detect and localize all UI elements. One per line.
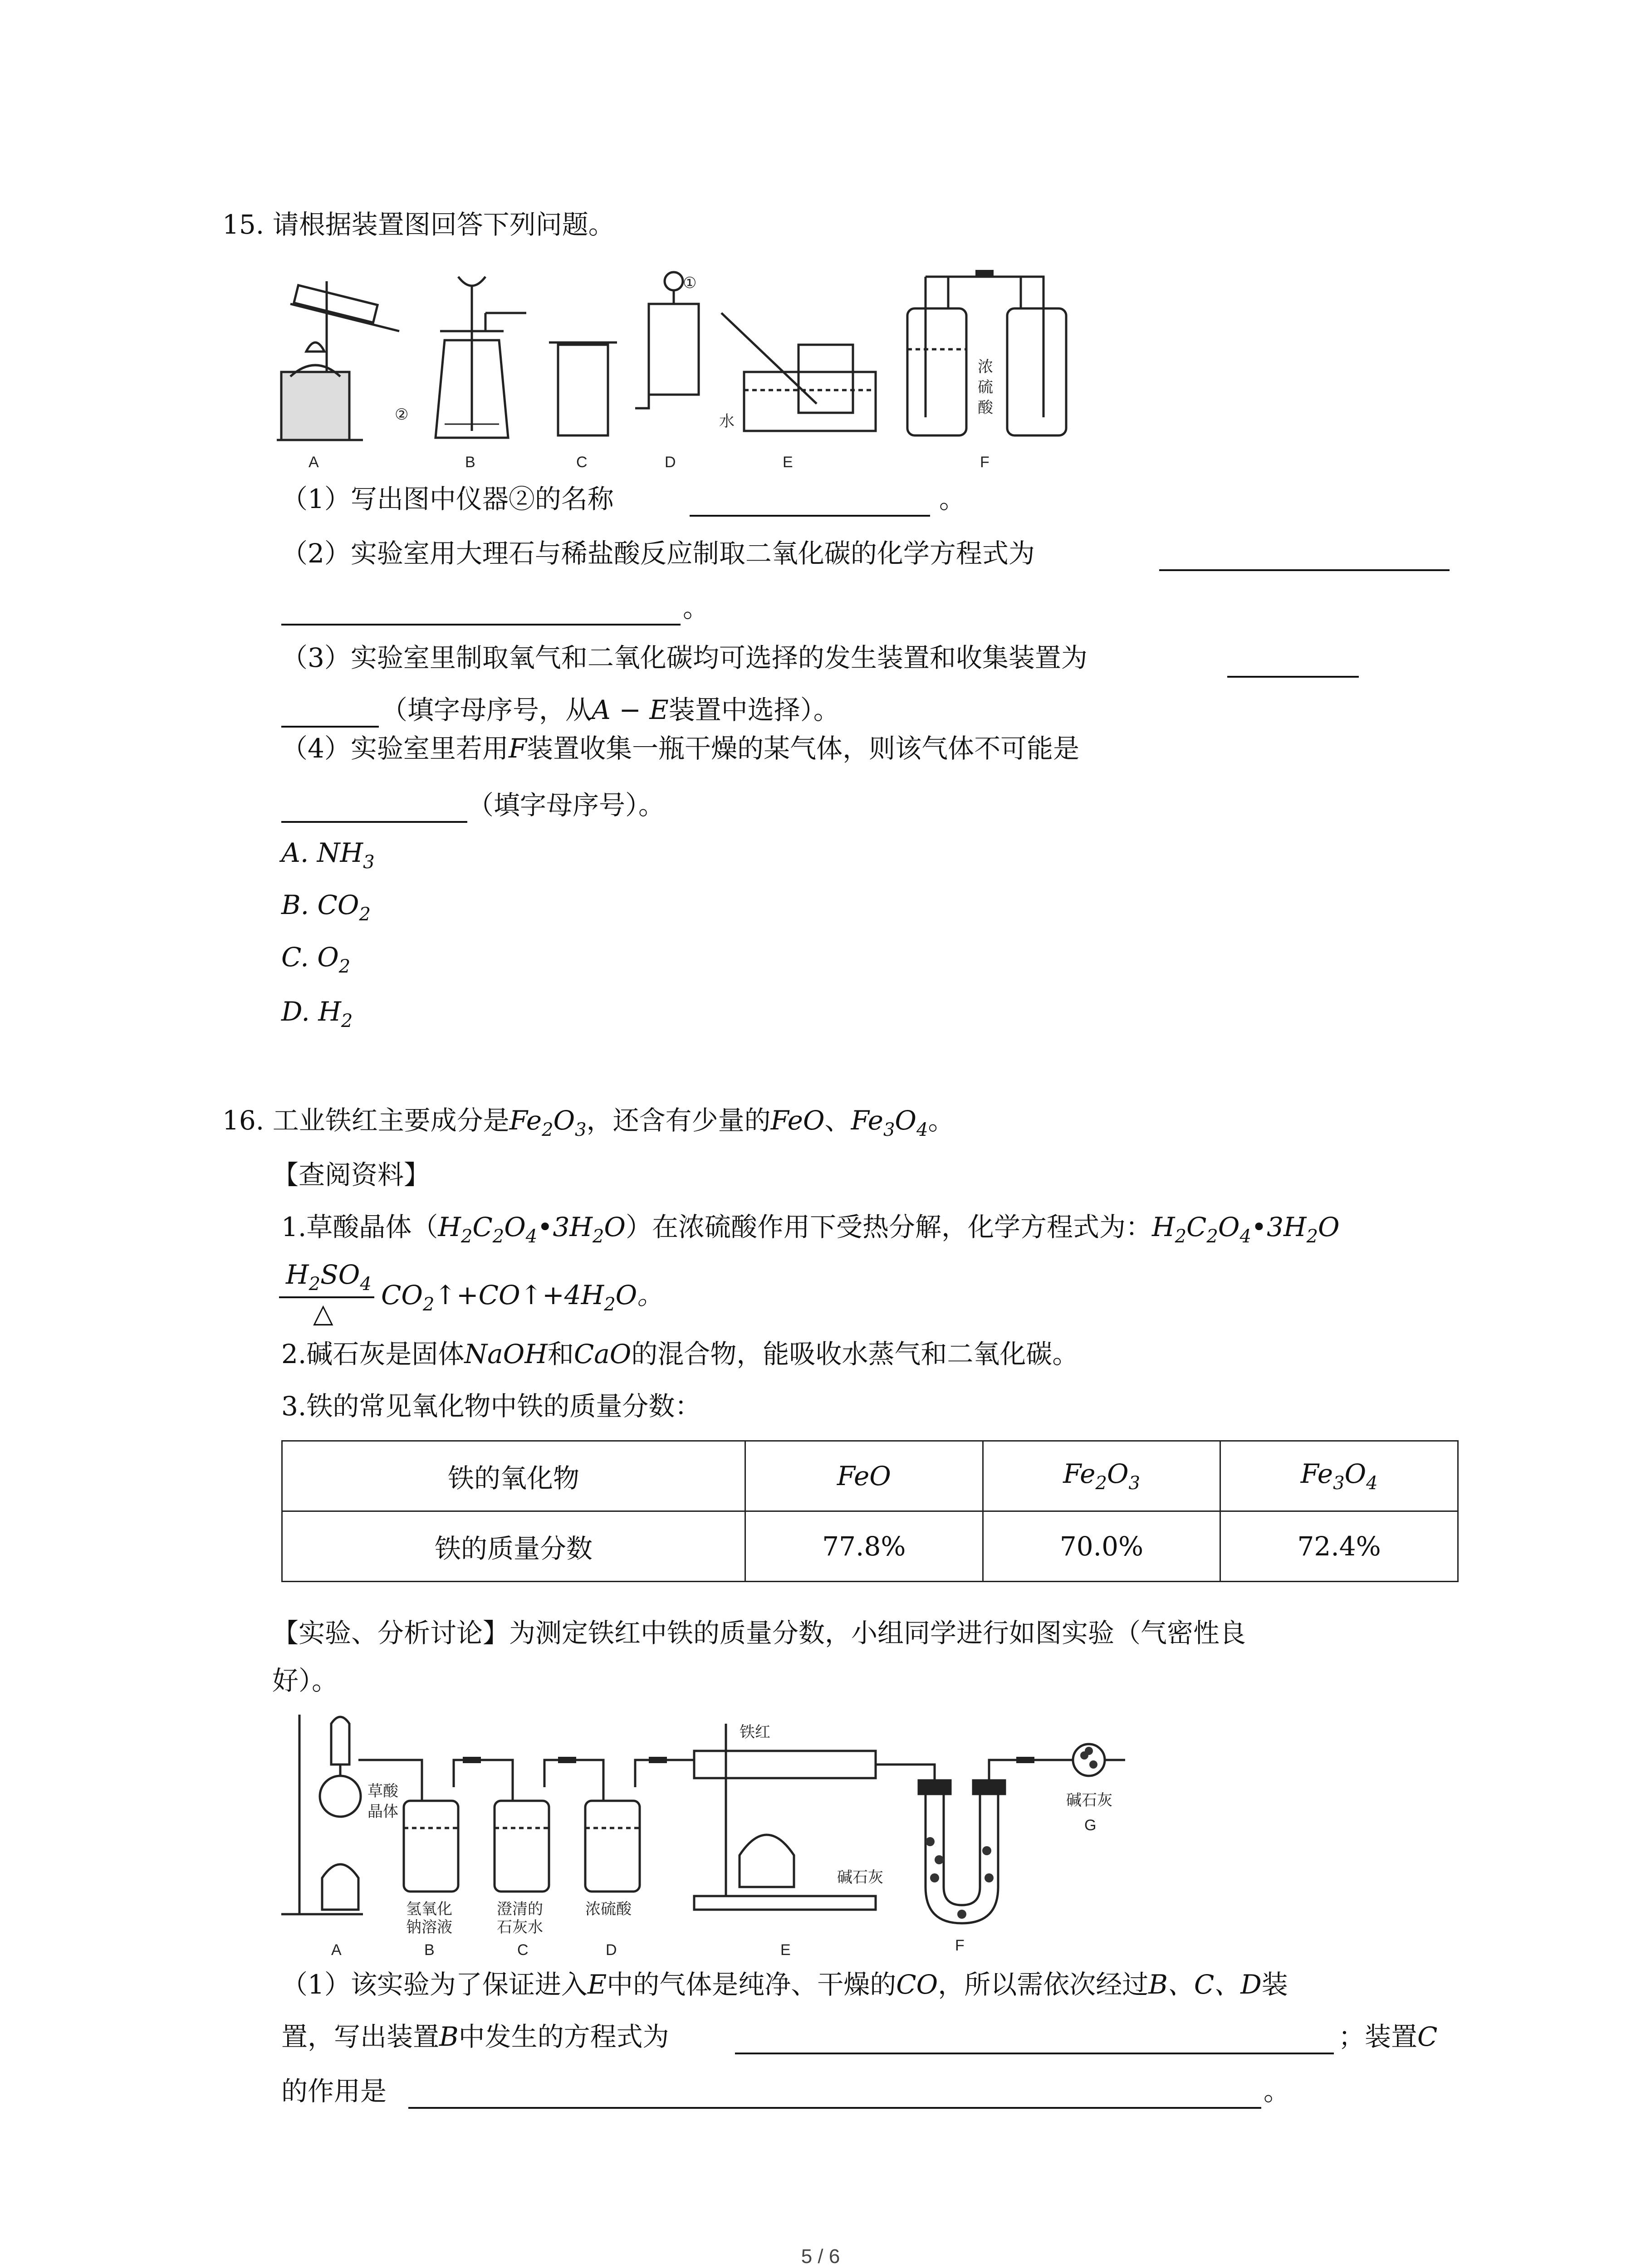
q16-info2-c: 的混合物，能吸收水蒸气和二氧化碳。 (631, 1339, 1079, 1369)
q16-info1: 1.草酸晶体$(H_2C_2O_4•3H_2O)$在浓硫酸作用下受热分解，化学方程式为：$H_2C_2O_4•3H_2O$ (281, 1212, 1340, 1247)
q16-info3: 3.铁的常见氧化物中铁的质量分数： (281, 1391, 701, 1422)
fig16-label-oxalic2: 晶体 (367, 1803, 398, 1821)
q16-part1-function-blank[interactable] (408, 2107, 1261, 2109)
q15-part3-cont-a: （填字母序号，从 (381, 694, 592, 725)
q15-part4-f: F (508, 733, 527, 764)
q15-part3-range-a: A (592, 694, 611, 725)
q16-info1-a: 1.草酸晶体（ (281, 1212, 438, 1242)
fig16-label-soda-lime-f: 碱石灰 (837, 1868, 883, 1887)
q15-part3-answer-blank-a[interactable] (1227, 676, 1359, 678)
q16-info2-cao: CaO (573, 1339, 632, 1369)
q16-info1-products-text: ↑+CO↑+4H (434, 1280, 604, 1310)
fig15-label-circle1: ① (683, 274, 697, 292)
q16-section-experiment-a: 【实验、分析讨论】为测定铁红中铁的质量分数，小组同学进行如图实验（气密性良 (272, 1618, 1246, 1648)
q16-stem-d: 。 (928, 1105, 955, 1136)
q15-part4-answer-blank[interactable] (281, 821, 467, 823)
q15-part3-range-dash: − (610, 694, 650, 725)
q15-option-c-formula: O (317, 942, 339, 973)
fig16-label-iron-red: 铁红 (740, 1723, 770, 1741)
q15-option-d-letter: D. (281, 996, 310, 1027)
fig16-label-e: E (780, 1941, 791, 1959)
table-cell-feo: FeO (745, 1441, 983, 1511)
table-row (282, 1441, 1458, 1511)
q16-part1-d: 装 (1261, 1969, 1288, 2000)
q15-option-c[interactable] (281, 939, 350, 985)
q15-apparatus-figure (272, 268, 1089, 476)
q15-part4-b: 装置收集一瓶干燥的某气体，则该气体不可能是 (527, 733, 1080, 764)
fig16-label-acid: 浓硫酸 (585, 1900, 632, 1918)
q16-part1-line3: 的作用是 (281, 2076, 387, 2107)
q16-part1-line2-c: 中发生的方程式为 (458, 2021, 669, 2052)
q15-option-c-letter: C. (281, 942, 309, 973)
q16-info2-b: 和 (547, 1339, 574, 1369)
table-header-oxide: 铁的氧化物 (282, 1441, 745, 1511)
q16-section-experiment-b: 好）。 (272, 1665, 338, 1696)
q16-info2-a: 2.碱石灰是固体 (281, 1339, 465, 1369)
fig15-label-circle2: ② (395, 406, 409, 424)
table-cell-fe3o4-pct: 72.4% (1220, 1511, 1458, 1582)
q16-part1-line2-b: B (439, 2021, 459, 2052)
q16-part1-equation-blank[interactable] (735, 2053, 1334, 2054)
fig16-label-lime1: 澄清的 (497, 1900, 543, 1918)
fig15-label-f: F (980, 454, 989, 471)
q16-info1-catalyst: $H_2SO_4$ (286, 1259, 372, 1295)
q16-part1-line2 (281, 2019, 669, 2055)
q15-option-d-formula: H (318, 996, 341, 1027)
q16-section-reference: 【查阅资料】 (272, 1159, 431, 1190)
q15-part3: （3）实验室里制取氧气和二氧化碳均可选择的发生装置和收集装置为 (281, 642, 1087, 673)
q16-part1-line2-e: C (1417, 2021, 1438, 2052)
q16-part1-b: 中的气体是纯净、干燥的 (607, 1969, 896, 2000)
q15-option-c-sub: 2 (338, 956, 351, 977)
fig16-label-naoh2: 钠溶液 (406, 1918, 452, 1936)
q15-number: 15. (222, 209, 265, 240)
q16-info2-naoh: NaOH (464, 1339, 548, 1369)
fig15-label-a: A (309, 454, 319, 471)
q16-part1-e: E (587, 1969, 607, 2000)
q15-part1-text: （1）写出图中仪器②的名称 (281, 484, 614, 514)
fig15-label-e: E (783, 454, 793, 471)
fig15-label-b: B (465, 454, 475, 471)
q16-info2 (281, 1336, 1078, 1372)
fig16-label-lime2: 石灰水 (497, 1918, 543, 1936)
q16-part1-line2-d: ；装置 (1338, 2021, 1418, 2052)
fig16-label-f: F (955, 1937, 965, 1954)
q16-stem-b: ，还含有少量的 (586, 1105, 771, 1136)
q15-option-a-letter: A. (281, 837, 309, 868)
q16-part1-a: （1）该实验为了保证进入 (281, 1969, 588, 2000)
q15-option-b-sub: 2 (359, 904, 371, 925)
q16-stem-c: 、 (824, 1105, 851, 1136)
q16-part1-bcd: B、C、D (1148, 1969, 1262, 2000)
fig16-label-d: D (606, 1941, 617, 1959)
fig15-label-acid3: 酸 (978, 399, 993, 417)
fig15-label-acid2: 硫 (978, 378, 993, 396)
q15-part3-cont-b: 装置中选择）。 (668, 694, 840, 725)
fig16-label-c: C (517, 1941, 529, 1959)
q15-stem-text: 请根据装置图回答下列问题。 (272, 209, 615, 240)
q15-part2: （2）实验室用大理石与稀盐酸反应制取二氧化碳的化学方程式为 (281, 538, 1035, 569)
q16-part1-line2-a: 置，写出装置 (281, 2021, 440, 2052)
q16-stem: 16. 工业铁红主要成分是$Fe_2O_3$，还含有少量的FeO、$Fe_3O_4$。 (222, 1105, 955, 1140)
q15-stem (222, 206, 615, 243)
q16-info1-products: $CO_2↑+CO↑+4H_2O$。 (381, 1280, 664, 1315)
q16-part1-c: ，所以需依次经过 (938, 1969, 1149, 2000)
q15-part2-answer-blank-b[interactable] (281, 624, 681, 626)
q15-option-b-formula: CO (317, 890, 359, 920)
fig15-label-d: D (665, 454, 676, 471)
table-cell-feo-pct: 77.8% (745, 1511, 983, 1582)
q15-option-b-letter: B. (281, 890, 309, 920)
q15-option-a-formula: NH (317, 837, 363, 868)
table-cell-fe2o3: $Fe_2O_3$ (983, 1441, 1220, 1511)
fig16-label-b: B (424, 1941, 435, 1959)
fig16-label-soda-lime-g: 碱石灰 (1066, 1791, 1112, 1809)
fig15-label-acid1: 浓 (978, 358, 993, 376)
fig16-label-naoh1: 氢氧化 (406, 1900, 452, 1918)
fig15-label-water: 水 (719, 412, 735, 430)
q16-number: 16. (222, 1105, 265, 1136)
page-number: 5 / 6 (801, 2245, 840, 2268)
q15-part4 (281, 730, 1079, 767)
q16-info1-condition: △ (313, 1298, 333, 1329)
fig15-label-c: C (576, 454, 588, 471)
q16-apparatus-figure (272, 1706, 1180, 1964)
fig16-label-oxalic1: 草酸 (367, 1782, 398, 1800)
q15-part1 (281, 481, 614, 517)
q16-stem-a: 工业铁红主要成分是 (272, 1105, 509, 1136)
q16-part1-co: CO (896, 1969, 938, 2000)
q16-part1-line1 (281, 1966, 1288, 2003)
q15-part3-answer-blank-b[interactable] (281, 726, 379, 728)
q15-option-d[interactable] (281, 993, 353, 1039)
q15-option-a-sub: 3 (363, 852, 375, 873)
fig16-label-a: A (331, 1941, 342, 1959)
table-row (282, 1511, 1458, 1582)
q15-part4-cont: （填字母序号）。 (467, 790, 665, 821)
q16-part1-line2-tail (1338, 2019, 1437, 2055)
q15-part1-end: 。 (939, 484, 966, 514)
q15-part2-end: 。 (683, 592, 710, 623)
q15-option-d-sub: 2 (341, 1011, 353, 1031)
q15-option-b[interactable] (281, 887, 371, 933)
iron-oxide-table (281, 1440, 1459, 1582)
table-cell-fe3o4: $Fe_3O_4$ (1220, 1441, 1458, 1511)
q15-option-a[interactable] (281, 835, 375, 880)
fig16-label-g: G (1084, 1817, 1097, 1834)
q15-part3-cont (381, 692, 840, 728)
table-cell-fe2o3-pct: 70.0% (983, 1511, 1220, 1582)
q16-info1-b: ）在浓硫酸作用下受热分解，化学方程式为： (625, 1212, 1152, 1242)
q15-part2-answer-blank-a[interactable] (1159, 569, 1450, 571)
q16-info1-end: O。 (615, 1280, 664, 1310)
q15-part3-range-e: E (649, 694, 669, 725)
q15-part1-answer-blank[interactable] (690, 515, 930, 517)
q15-part4-a: （4）实验室里若用 (281, 733, 509, 764)
q16-part1-line3-end: 。 (1264, 2076, 1290, 2107)
table-header-mass-fraction: 铁的质量分数 (282, 1511, 745, 1582)
